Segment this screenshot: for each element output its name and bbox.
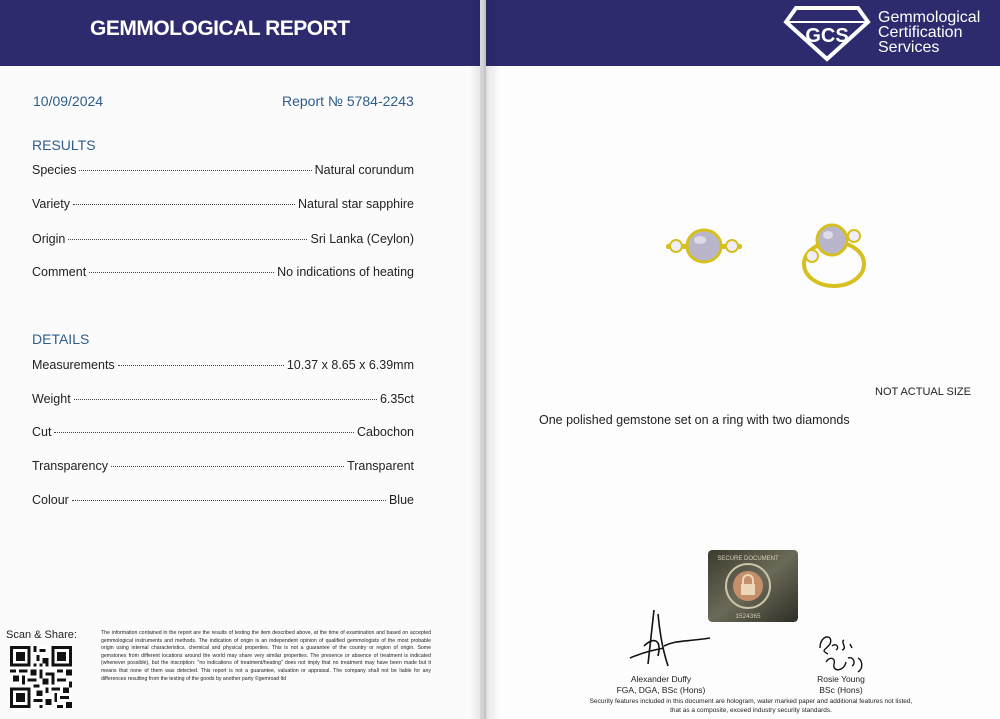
book-gutter-shadow — [470, 0, 500, 719]
row-label: Variety — [32, 197, 70, 211]
brand-name — [878, 10, 980, 55]
ring-angle-image — [798, 220, 870, 292]
row-label: Measurements — [32, 358, 115, 372]
row-value: Natural corundum — [314, 163, 414, 177]
row-value: Transparent — [347, 459, 414, 473]
row-value: Blue — [388, 493, 414, 507]
row-label: Weight — [32, 392, 71, 406]
dot-leader — [72, 500, 386, 501]
detail-row-transparency — [32, 459, 414, 473]
detail-row-weight — [32, 392, 414, 406]
gcs-logo-icon — [782, 4, 872, 62]
ring-front-image — [664, 226, 744, 266]
signatory-duffy — [596, 674, 726, 696]
results-heading: RESULTS — [32, 137, 96, 153]
result-row-species — [32, 163, 414, 177]
report-title: GEMMOLOGICAL REPORT — [90, 17, 350, 40]
dot-leader — [68, 239, 307, 240]
security-hologram — [708, 550, 798, 622]
dot-leader — [89, 272, 274, 273]
signatory-name: Alexander Duffy — [630, 674, 692, 684]
signatory-qualifications: BSc (Hons) — [819, 685, 863, 695]
brand-line: Certification — [878, 24, 963, 41]
legal-disclaimer: The information contained in the report are the results of testing the item described above, at the time of examination and based on accepted gemmological instruments and methods. The indication of origin is an independent opinion of qualified gemmologists of the most probable origin using internal characteristics, chemical and physical properties. This is not a guarantee of the country or region of origin. Some gemstones from different locations around the world may share very similar properties. The presence or absence of treatment is indicated (whenever possible), but the inscription: "no indications of treatment/heating" does not imply that no treatment may have been made but it means that none of them was detected. This report is not a guarantee, valuation or appraisal. The company shall not be liable for any differences resulting from the testing of the goods by another party ©gemroad ltd — [101, 630, 431, 682]
row-value: 10.37 x 8.65 x 6.39mm — [286, 358, 414, 372]
left-page — [0, 0, 480, 719]
report-number: Report № 5784-2243 — [282, 93, 414, 109]
result-row-comment — [32, 265, 414, 279]
item-description: One polished gemstone set on a ring with two diamonds — [539, 413, 850, 427]
dot-leader — [118, 365, 284, 366]
row-label: Comment — [32, 265, 87, 279]
row-label: Colour — [32, 493, 69, 507]
security-features-note: Security features included in this document are hologram, water marked paper and additional features not listed, that as a composite, exceed industry security standards. — [589, 698, 913, 714]
result-row-origin — [32, 232, 414, 246]
signature-young — [814, 628, 870, 676]
report-date: 10/09/2024 — [33, 93, 104, 109]
row-label: Origin — [32, 232, 66, 246]
row-value: 6.35ct — [379, 392, 414, 406]
row-value: No indications of heating — [277, 265, 414, 279]
row-value: Natural star sapphire — [297, 197, 414, 211]
signature-duffy — [624, 606, 714, 674]
header-banner — [0, 0, 480, 66]
detail-row-colour — [32, 493, 414, 507]
dot-leader — [54, 432, 354, 433]
row-value: Cabochon — [357, 425, 414, 439]
signatory-name: Rosie Young — [817, 674, 865, 684]
dot-leader — [111, 466, 344, 467]
brand-line: Services — [878, 39, 940, 56]
detail-row-cut — [32, 425, 414, 439]
dot-leader — [74, 399, 377, 400]
header-banner-right — [486, 0, 1000, 66]
signatory-qualifications: FGA, DGA, BSc (Hons) — [616, 685, 706, 695]
not-actual-size-note: NOT ACTUAL SIZE — [875, 386, 971, 398]
row-label: Species — [32, 163, 77, 177]
row-value: Sri Lanka (Ceylon) — [310, 232, 414, 246]
brand-line: Gemmological — [878, 9, 981, 26]
dot-leader — [73, 204, 295, 205]
qr-code[interactable] — [10, 646, 72, 708]
scan-share-label: Scan & Share: — [6, 629, 77, 641]
hologram-text: SECURE DOCUMENT — [717, 556, 779, 562]
right-page — [486, 0, 1000, 719]
detail-row-measurements — [32, 358, 414, 372]
hologram-serial: 1524365 — [735, 613, 761, 620]
row-label: Cut — [32, 425, 52, 439]
row-label: Transparency — [32, 459, 108, 473]
signatory-young — [786, 674, 896, 696]
svg-text:GCS: GCS — [805, 25, 849, 47]
result-row-variety — [32, 197, 414, 211]
details-heading: DETAILS — [32, 331, 90, 347]
dot-leader — [79, 170, 311, 171]
